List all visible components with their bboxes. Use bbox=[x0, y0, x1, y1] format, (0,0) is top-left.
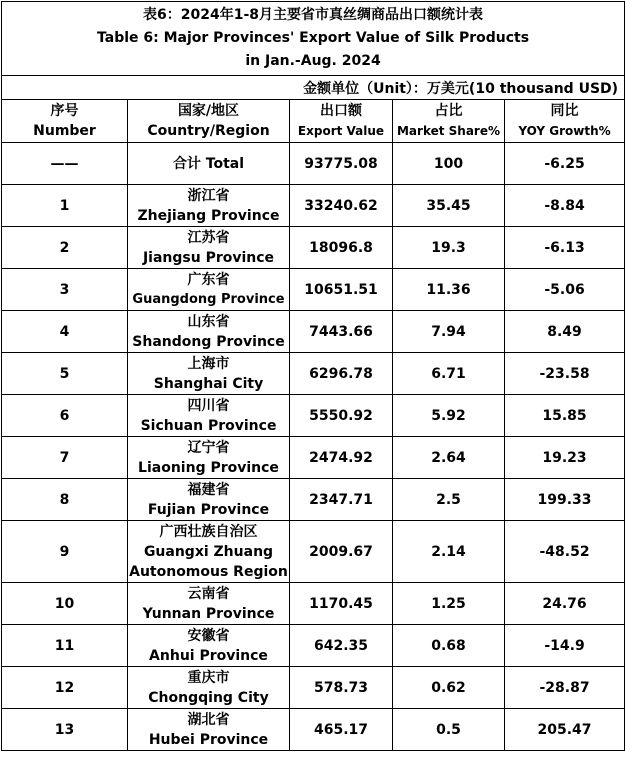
header-region-en: Country/Region bbox=[147, 123, 270, 139]
row-region bbox=[128, 625, 290, 667]
row-export-value: 10651.51 bbox=[290, 269, 393, 311]
row-export-value: 2474.92 bbox=[290, 437, 393, 479]
table-row bbox=[2, 521, 625, 583]
row-region bbox=[128, 395, 290, 437]
table-row bbox=[2, 625, 625, 667]
table-row bbox=[2, 143, 625, 185]
row-export-value: 2009.67 bbox=[290, 521, 393, 583]
row-market-share: 19.3 bbox=[393, 227, 505, 269]
row-number: 10 bbox=[2, 583, 128, 625]
region-name-zh: 山东省 bbox=[187, 313, 230, 330]
row-region bbox=[128, 583, 290, 625]
row-yoy-growth: -6.13 bbox=[505, 227, 625, 269]
row-export-value: 33240.62 bbox=[290, 185, 393, 227]
row-yoy-growth: 24.76 bbox=[505, 583, 625, 625]
header-export-value bbox=[290, 100, 393, 143]
row-export-value: 1170.45 bbox=[290, 583, 393, 625]
row-export-value: 6296.78 bbox=[290, 353, 393, 395]
region-name-en: Chongqing City bbox=[148, 689, 269, 706]
region-name-en: Liaoning Province bbox=[138, 459, 279, 476]
row-yoy-growth: -14.9 bbox=[505, 625, 625, 667]
row-region bbox=[128, 269, 290, 311]
region-name-en: Guangdong Province bbox=[132, 291, 285, 307]
row-export-value: 93775.08 bbox=[290, 143, 393, 185]
row-number: —— bbox=[2, 143, 128, 185]
row-market-share: 1.25 bbox=[393, 583, 505, 625]
header-yoy-growth-en: YOY Growth% bbox=[518, 124, 611, 138]
header-export-value-en: Export Value bbox=[297, 124, 385, 138]
row-market-share: 2.5 bbox=[393, 479, 505, 521]
row-market-share: 0.68 bbox=[393, 625, 505, 667]
header-number-en: Number bbox=[33, 123, 96, 139]
header-region-zh: 国家/地区 bbox=[177, 103, 240, 119]
row-region bbox=[128, 709, 290, 751]
header-market-share bbox=[393, 100, 505, 143]
table-row bbox=[2, 479, 625, 521]
region-name-en: Zhejiang Province bbox=[137, 207, 280, 224]
row-yoy-growth: -28.87 bbox=[505, 667, 625, 709]
row-yoy-growth: -6.25 bbox=[505, 143, 625, 185]
row-market-share: 7.94 bbox=[393, 311, 505, 353]
header-yoy-growth-zh: 同比 bbox=[550, 103, 579, 119]
region-name-zh: 浙江省 bbox=[187, 187, 230, 204]
region-name-zh: 福建省 bbox=[187, 481, 230, 498]
region-name-zh: 广西壮族自治区 bbox=[159, 523, 258, 540]
row-yoy-growth: 8.49 bbox=[505, 311, 625, 353]
row-region bbox=[128, 311, 290, 353]
table-row bbox=[2, 709, 625, 751]
row-number: 2 bbox=[2, 227, 128, 269]
table-row bbox=[2, 395, 625, 437]
row-market-share: 5.92 bbox=[393, 395, 505, 437]
region-name-en: Anhui Province bbox=[149, 647, 268, 664]
region-name-en: Fujian Province bbox=[147, 501, 270, 518]
row-region bbox=[128, 185, 290, 227]
row-market-share: 0.5 bbox=[393, 709, 505, 751]
title-zh: 表6：2024年1-8月主要省市真丝绸商品出口额统计表 bbox=[143, 7, 484, 23]
region-name-zh: 湖北省 bbox=[187, 711, 230, 728]
row-export-value: 465.17 bbox=[290, 709, 393, 751]
region-name-zh: 江苏省 bbox=[187, 229, 230, 246]
header-number bbox=[2, 100, 128, 143]
region-name-en: Jiangsu Province bbox=[142, 249, 275, 266]
region-name-zh: 上海市 bbox=[187, 355, 230, 372]
region-name-zh: 重庆市 bbox=[187, 669, 230, 686]
table-row bbox=[2, 437, 625, 479]
row-number: 11 bbox=[2, 625, 128, 667]
row-number: 6 bbox=[2, 395, 128, 437]
header-yoy-growth bbox=[505, 100, 625, 143]
row-yoy-growth: 15.85 bbox=[505, 395, 625, 437]
row-export-value: 2347.71 bbox=[290, 479, 393, 521]
table-row bbox=[2, 583, 625, 625]
header-export-value-zh: 出口额 bbox=[320, 103, 362, 119]
region-name-en: Hubei Province bbox=[148, 731, 269, 748]
row-number: 1 bbox=[2, 185, 128, 227]
region-name-zh: 辽宁省 bbox=[187, 439, 230, 456]
region-name-en: Guangxi Zhuang bbox=[143, 543, 274, 560]
silk-export-table bbox=[1, 1, 625, 751]
row-export-value: 5550.92 bbox=[290, 395, 393, 437]
table-title bbox=[2, 2, 625, 76]
table-row bbox=[2, 311, 625, 353]
row-market-share: 2.64 bbox=[393, 437, 505, 479]
row-yoy-growth: -5.06 bbox=[505, 269, 625, 311]
row-market-share: 2.14 bbox=[393, 521, 505, 583]
row-region bbox=[128, 227, 290, 269]
region-name-zh: 安徽省 bbox=[187, 627, 230, 644]
unit-label: 金额单位（Unit）：万美元(10 thousand USD) bbox=[2, 76, 625, 100]
region-name-zh: 四川省 bbox=[187, 397, 230, 414]
table-row bbox=[2, 269, 625, 311]
region-name-zh: 云南省 bbox=[187, 585, 230, 602]
row-market-share: 35.45 bbox=[393, 185, 505, 227]
row-yoy-growth: 205.47 bbox=[505, 709, 625, 751]
row-yoy-growth: 199.33 bbox=[505, 479, 625, 521]
row-number: 4 bbox=[2, 311, 128, 353]
title-en-line1: Table 6: Major Provinces' Export Value of Silk Products bbox=[97, 30, 530, 46]
row-export-value: 18096.8 bbox=[290, 227, 393, 269]
header-region bbox=[128, 100, 290, 143]
row-region bbox=[128, 479, 290, 521]
row-yoy-growth: -48.52 bbox=[505, 521, 625, 583]
row-export-value: 578.73 bbox=[290, 667, 393, 709]
row-export-value: 7443.66 bbox=[290, 311, 393, 353]
row-market-share: 6.71 bbox=[393, 353, 505, 395]
table-row bbox=[2, 227, 625, 269]
region-name-en: Sichuan Province bbox=[140, 417, 277, 434]
row-yoy-growth: -23.58 bbox=[505, 353, 625, 395]
region-name-en: Yunnan Province bbox=[142, 605, 275, 622]
row-market-share: 100 bbox=[393, 143, 505, 185]
row-number: 3 bbox=[2, 269, 128, 311]
region-name-zh: 合计 Total bbox=[172, 155, 245, 172]
region-name-en: Shandong Province bbox=[132, 333, 285, 350]
row-region bbox=[128, 667, 290, 709]
table-row bbox=[2, 667, 625, 709]
row-region bbox=[128, 353, 290, 395]
header-market-share-en: Market Share% bbox=[396, 124, 501, 138]
row-market-share: 11.36 bbox=[393, 269, 505, 311]
region-name-zh: 广东省 bbox=[187, 271, 230, 288]
row-number: 9 bbox=[2, 521, 128, 583]
row-region bbox=[128, 521, 290, 583]
row-number: 12 bbox=[2, 667, 128, 709]
region-name-en: Shanghai City bbox=[153, 375, 264, 392]
row-export-value: 642.35 bbox=[290, 625, 393, 667]
header-market-share-zh: 占比 bbox=[434, 103, 463, 119]
table-row bbox=[2, 353, 625, 395]
title-en-line2: in Jan.-Aug. 2024 bbox=[245, 53, 381, 69]
row-number: 5 bbox=[2, 353, 128, 395]
row-region bbox=[128, 143, 290, 185]
row-market-share: 0.62 bbox=[393, 667, 505, 709]
row-number: 8 bbox=[2, 479, 128, 521]
header-number-zh: 序号 bbox=[50, 103, 79, 119]
region-name-en-line2: Autonomous Region bbox=[129, 563, 288, 580]
row-number: 7 bbox=[2, 437, 128, 479]
row-region bbox=[128, 437, 290, 479]
row-number: 13 bbox=[2, 709, 128, 751]
table-row bbox=[2, 185, 625, 227]
table-body bbox=[2, 143, 625, 751]
row-yoy-growth: 19.23 bbox=[505, 437, 625, 479]
row-yoy-growth: -8.84 bbox=[505, 185, 625, 227]
